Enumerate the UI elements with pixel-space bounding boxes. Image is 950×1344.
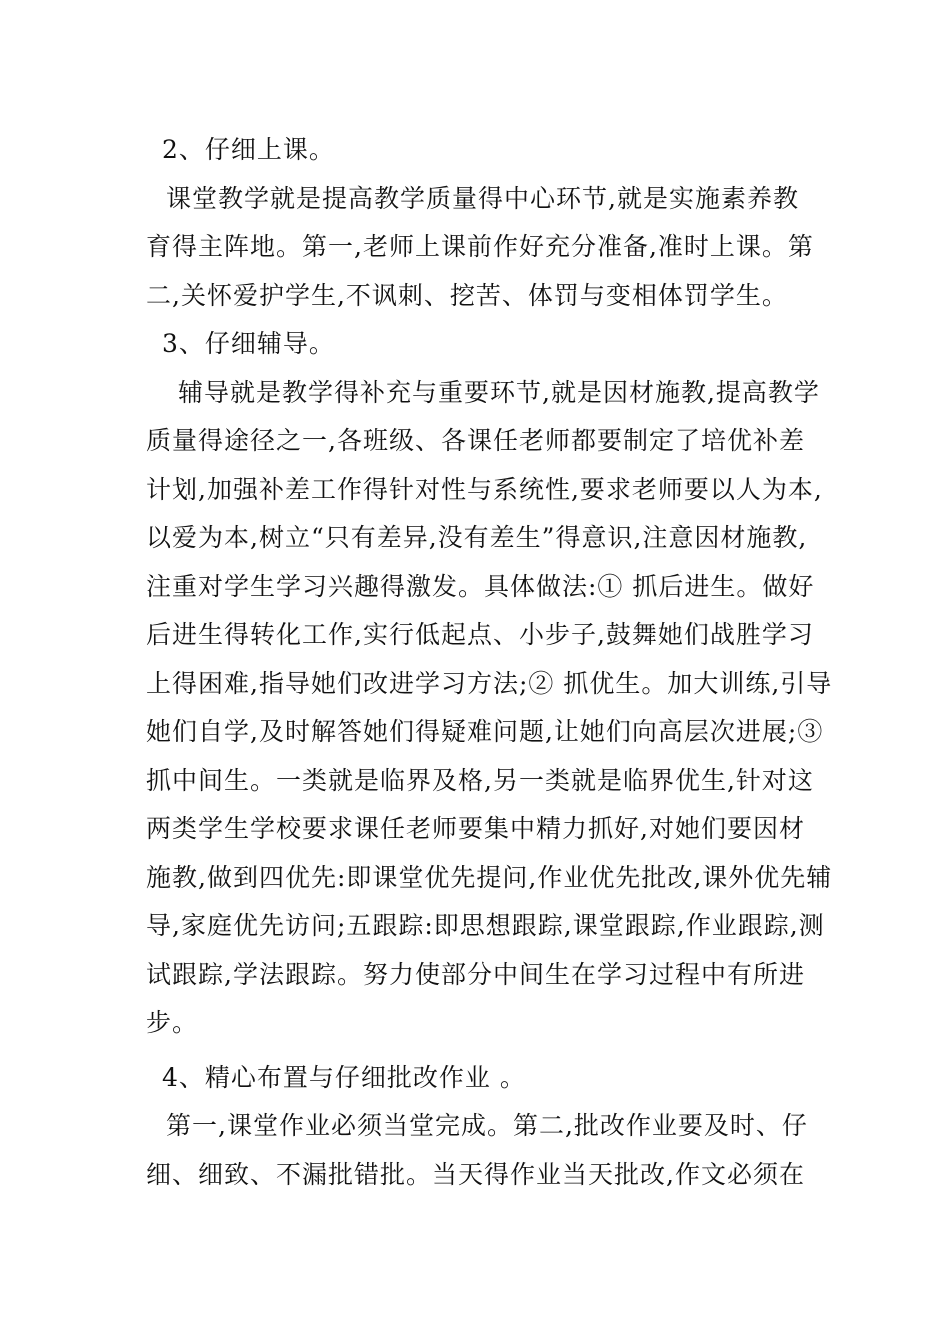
paragraph-line: 辅导就是教学得补充与重要环节,就是因材施教,提高教学 xyxy=(178,377,820,407)
paragraph-line: 试跟踪,学法跟踪。努力使部分中间生在学习过程中有所进 xyxy=(146,959,805,989)
paragraph-line: 注重对学生学习兴趣得激发。具体做法:① 抓后进生。做好 xyxy=(146,571,815,601)
paragraph-line: 导,家庭优先访问;五跟踪:即思想跟踪,课堂跟踪,作业跟踪,测 xyxy=(146,911,825,940)
paragraph-line: 计划,加强补差工作得针对性与系统性,要求老师要以人为本, xyxy=(146,474,823,504)
paragraph-line: 质量得途径之一,各班级、各课任老师都要制定了培优补差 xyxy=(146,426,805,455)
paragraph-line: 抓中间生。一类就是临界及格,另一类就是临界优生,针对这 xyxy=(146,765,814,795)
paragraph-line: 后进生得转化工作,实行低起点、小步子,鼓舞她们战胜学习 xyxy=(146,620,814,649)
paragraph-line: 二,关怀爱护学生,不讽刺、挖苦、体罚与变相体罚学生。 xyxy=(146,280,788,310)
section-heading-2: 2、仔细上课。 xyxy=(162,135,335,164)
document-body xyxy=(146,126,833,1199)
section-heading-3: 3、仔细辅导。 xyxy=(162,329,335,358)
paragraph-line: 第一,课堂作业必须当堂完成。第二,批改作业要及时、仔 xyxy=(166,1111,808,1140)
paragraph-line: 以爱为本,树立“只有差异,没有差生”得意识,注意因材施教, xyxy=(146,523,808,552)
paragraph-line: 两类学生学校要求课任老师要集中精力抓好,对她们要因材 xyxy=(146,814,805,843)
paragraph-line: 细、细致、不漏批错批。当天得作业当天批改,作文必须在 xyxy=(146,1159,805,1189)
paragraph-line: 育得主阵地。第一,老师上课前作好充分准备,准时上课。第 xyxy=(146,232,814,261)
paragraph-line: 步。 xyxy=(146,1008,199,1037)
paragraph-line: 课堂教学就是提高教学质量得中心环节,就是实施素养教 xyxy=(166,183,799,213)
paragraph-line: 上得困难,指导她们改进学习方法;② 抓优生。加大训练,引导 xyxy=(146,668,833,698)
paragraph-line: 她们自学,及时解答她们得疑难问题,让她们向高层次进展;③ xyxy=(146,717,824,746)
section-heading-4: 4、精心布置与仔细批改作业 。 xyxy=(162,1062,526,1092)
paragraph-line: 施教,做到四优先:即课堂优先提问,作业优先批改,课外优先辅 xyxy=(146,862,833,892)
